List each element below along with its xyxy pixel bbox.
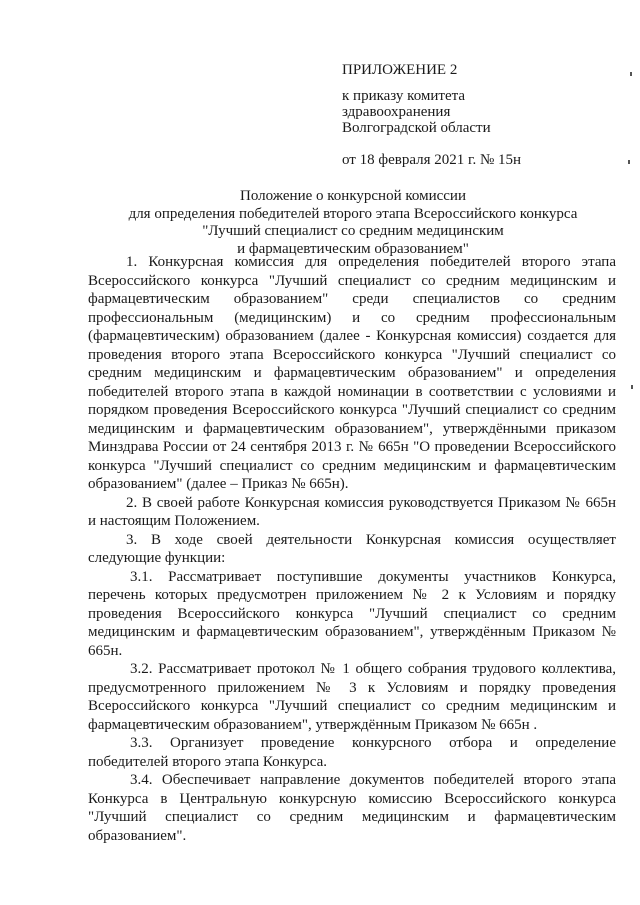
- scan-speck: [628, 160, 630, 164]
- appendix-to-line-1: к приказу комитета: [342, 88, 466, 104]
- paragraph-3-4: 3.4. Обеспечивает направление документов победителей второго этапа Конкурса в Центральную конкурсную комиссию Всероссийского конкурса "Лучший специалист со средним медицинским и фармацевтическим образованием".: [88, 772, 616, 844]
- scan-speck: [630, 72, 632, 76]
- scan-speck: [631, 385, 633, 389]
- document-title-line-3: "Лучший специалист со средним медицинским: [202, 223, 504, 239]
- paragraph-1: 1. Конкурсная комиссия для определения победителей второго этапа Всероссийского конкурса "Лучший специалист со средним медицинским и фармацевтическим образованием" среди специалистов со средним профессиональным (медицинским) и со средним профессиональным (фармацевтическим) образованием (далее - Конкурсная комиссия) создается для проведения второго этапа Всероссийского конкурса "Лучший специалист со средним медицинским и фармацевтическим образованием" и определения победителей второго этапа в каждой номинации в соответствии с условиями и порядком проведения Всероссийского конкурса "Лучший специалист со средним медицинским и фармацевтическим образованием", утверждёнными приказом Минздрава России от 24 сентября 2013 г. № 665н "О проведении Всероссийского конкурса "Лучший специалист со средним медицинским и фармацевтическим образованием" (далее – Приказ № 665н).: [88, 254, 616, 492]
- appendix-date: от 18 февраля 2021 г. № 15н: [342, 152, 522, 168]
- document-title-line-1: Положение о конкурсной комиссии: [239, 188, 466, 204]
- appendix-to-line-2: здравоохранения: [342, 104, 451, 120]
- paragraph-3-2: 3.2. Рассматривает протокол № 1 общего собрания трудового коллектива, предусмотренного приложением № 3 к Условиям и порядку проведения Всероссийского конкурса "Лучший специалист со средним медицинским и фармацевтическим образованием", утверждённым Приказом № 665н .: [88, 661, 616, 733]
- document-title: [88, 188, 618, 258]
- appendix-title: ПРИЛОЖЕНИЕ 2: [342, 62, 458, 78]
- document-title-line-4: и фармацевтическим образованием": [237, 240, 469, 257]
- document-body: [88, 253, 616, 845]
- document-title-line-2: для определения победителей второго этапа Всероссийского конкурса: [128, 205, 578, 222]
- paragraph-2: 2. В своей работе Конкурсная комиссия руководствуется Приказом № 665н и настоящим Положением.: [88, 494, 616, 529]
- paragraph-3-1: 3.1. Рассматривает поступившие документы участников Конкурса, перечень которых предусмотрен приложением № 2 к Условиям и порядку проведения Всероссийского конкурса "Лучший специалист со средним медицинским и фармацевтическим образованием", утверждённым Приказом № 665н.: [88, 568, 616, 659]
- paragraph-3: 3. В ходе своей деятельности Конкурсная комиссия осуществляет следующие функции:: [88, 531, 616, 566]
- document-header: [342, 62, 622, 168]
- paragraph-3-3: 3.3. Организует проведение конкурсного отбора и определение победителей второго этапа Конкурса.: [88, 735, 616, 770]
- appendix-to-line-3: Волгоградской области: [342, 120, 491, 136]
